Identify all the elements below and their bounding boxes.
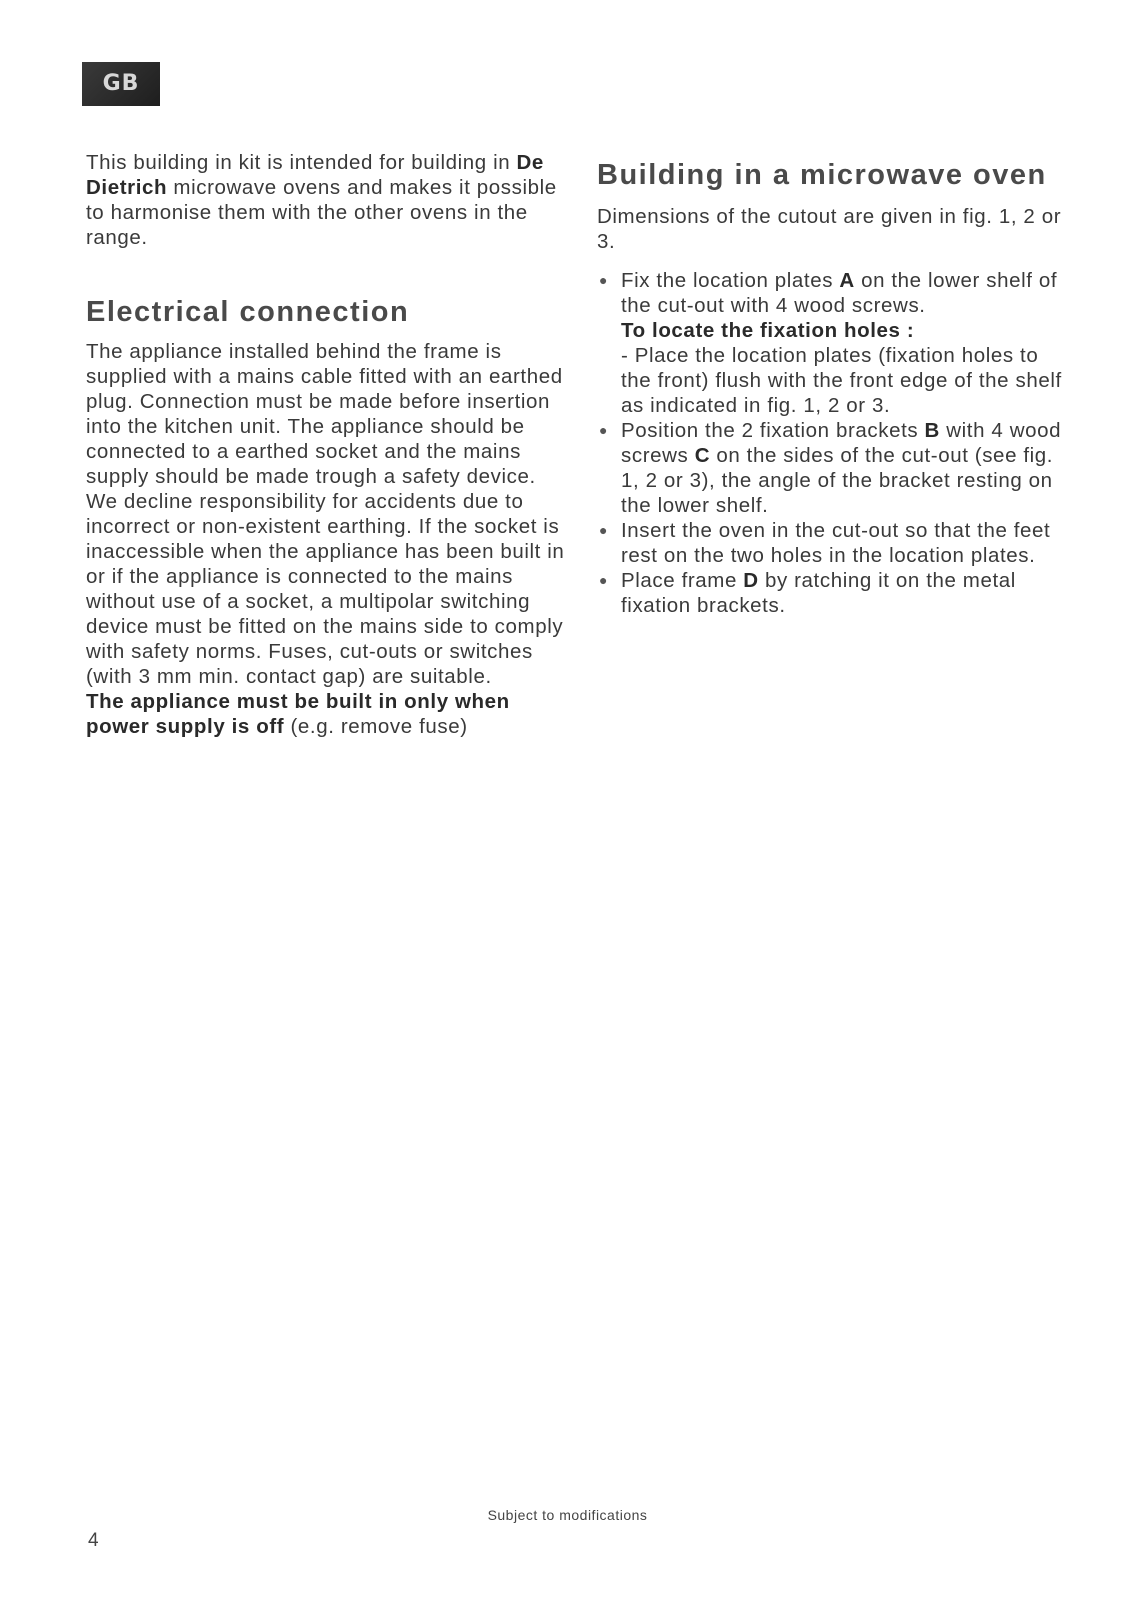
list-item: ● Fix the location plates A on the lower shelf of the cut-out with 4 wood screws. — [599, 269, 1058, 317]
bullet-icon: ● — [599, 272, 609, 288]
list-item: ● Position the 2 fixation brackets B with 4 wood screws C on the sides of the cut-out (see fig. 1, 2 or 3), the angle of the bracket resting on the lower shelf. — [599, 419, 1062, 517]
warning-paragraph: The appliance must be built in only when power supply is off (e.g. remove fuse) — [86, 690, 510, 738]
language-badge: GB — [82, 62, 160, 106]
bullet-icon: ● — [599, 522, 609, 538]
brand-name: De Dietrich — [86, 151, 544, 199]
list-item: ● Place frame D by ratching it on the metal fixation brackets. — [599, 569, 1016, 617]
left-column — [86, 150, 566, 739]
locate-text: - Place the location plates (fixation holes to the front) flush with the front edge of the shelf as indicated in fig. 1, 2 or 3. — [621, 344, 1062, 417]
footer-note: Subject to modifications — [487, 1507, 648, 1523]
dimensions-text: Dimensions of the cutout are given in fig. 1, 2 or 3. — [597, 205, 1062, 253]
list-item: ● Insert the oven in the cut-out so that the feet rest on the two holes in the location plates. — [599, 519, 1051, 567]
bullet-icon: ● — [599, 572, 609, 588]
page-number: 4 — [88, 1530, 99, 1551]
list-item — [597, 318, 1067, 418]
steps-list — [597, 268, 1067, 618]
locate-heading: To locate the fixation holes : — [621, 319, 915, 342]
warning-bold: The appliance must be built in only when power supply is off — [86, 690, 510, 738]
electrical-connection-heading: Electrical connection — [86, 296, 410, 328]
building-in-heading: Building in a microwave oven — [597, 159, 1047, 191]
electrical-body: The appliance installed behind the frame is supplied with a mains cable fitted with an earthed plug. Connection must be made before insertion into the kitchen unit. The appliance should be connected to a earthed socket and the mains supply should be made trough a safety device. We decline responsibility for accidents due to incorrect or non-existent earthing. If the socket is inaccessible when the appliance has been built in or if the appliance is connected to the mains without use of a socket, a multipolar switching device must be fitted on the mains side to comply with safety norms. Fuses, cut-outs or switches (with 3 mm min. contact gap) are suitable. — [86, 340, 565, 688]
intro-paragraph: This building in kit is intended for building in De Dietrich microwave ovens and makes it possible to harmonise them with the other ovens in the range. — [86, 151, 557, 249]
right-column — [597, 158, 1067, 618]
bullet-icon: ● — [599, 422, 609, 438]
